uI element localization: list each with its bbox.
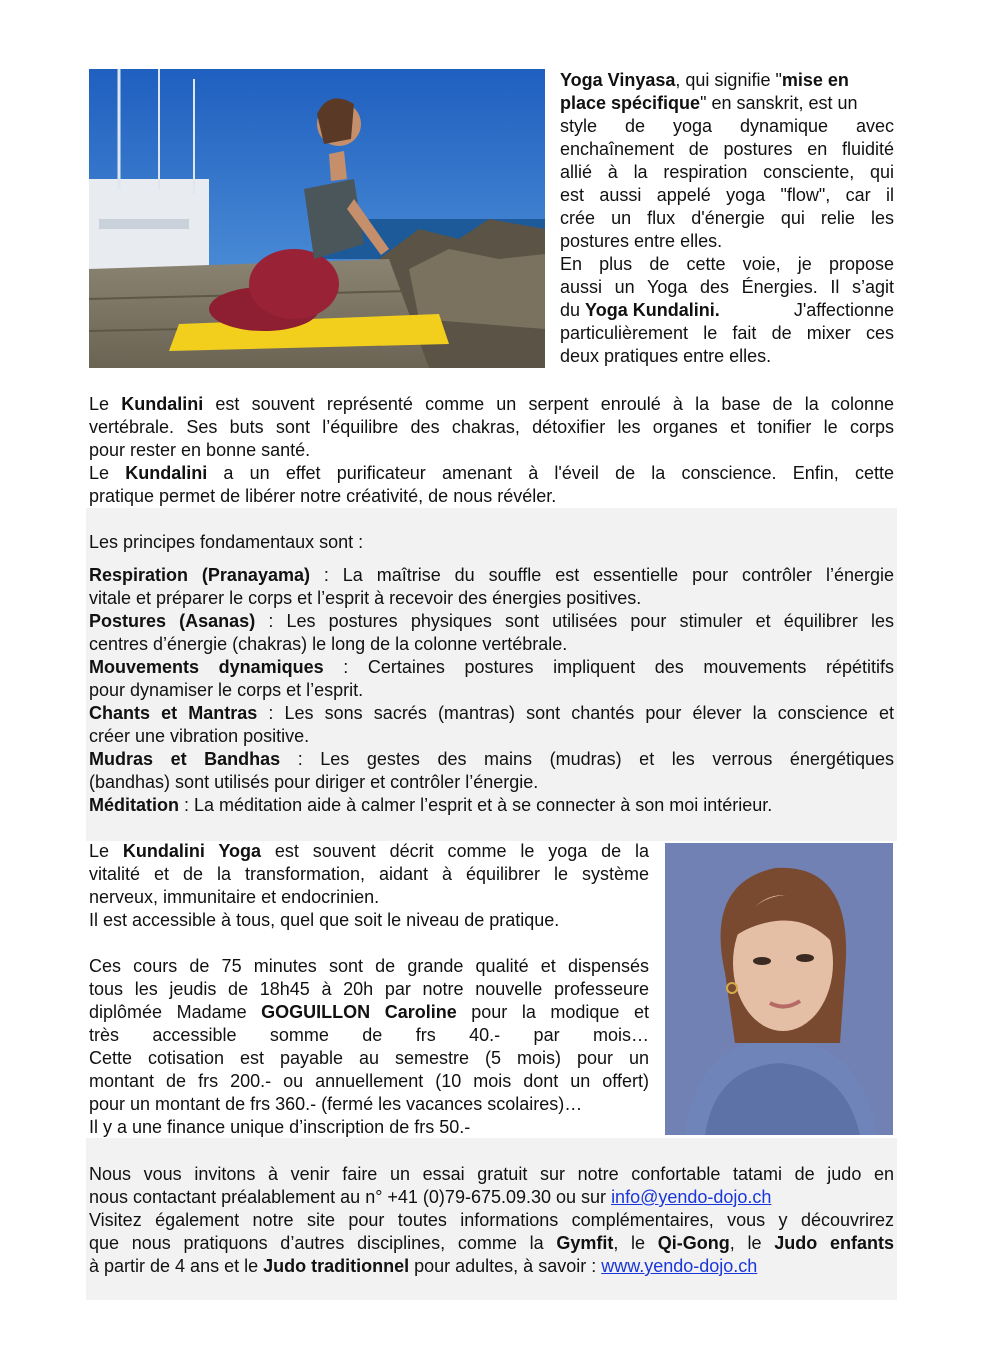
principle-item: Mouvements dynamiques : Certaines postures impliquent des mouvements répétitifs bbox=[89, 657, 894, 677]
kundalini-paragraph: Le Kundalini est souvent représenté comme un serpent enroulé à la base de la colonne vertébrale. Ses buts sont l’équilibre des chakras, détoxifier les organes et tonifier le corps pour rester en bonne santé. Le Kundalini a un effet purificateur amenant à l'éveil de la conscience. Enfin, cette pratique permet de libérer notre créativité, de nous révéler. bbox=[89, 394, 894, 506]
intro-paragraph: Yoga Vinyasa, qui signifie "mise en place spécifique" en sanskrit, est un style de yoga dynamique avec enchaînement de postures en fluidité allié à la respiration consciente, qui est aussi appelé yoga "flow", car il crée un flux d'énergie qui relie les postures entre elles. En plus de cette voie, je propose aussi un Yoga des Énergies. Il s’agit du Yoga Kundalini. J'affectionne particulièrement le fait de mixer ces deux pratiques entre elles. bbox=[560, 70, 894, 366]
email-link[interactable]: info@yendo-dojo.ch bbox=[611, 1187, 772, 1207]
website-link[interactable]: www.yendo-dojo.ch bbox=[601, 1256, 758, 1276]
principle-item: Méditation : La méditation aide à calmer l’esprit et à se connecter à son moi intérieur. bbox=[89, 795, 773, 815]
principle-item: Chants et Mantras : Les sons sacrés (mantras) sont chantés pour élever la conscience et bbox=[89, 703, 894, 723]
principle-item: Mudras et Bandhas : Les gestes des mains (mudras) et les verrous énergétiques bbox=[89, 749, 894, 769]
principle-item: Postures (Asanas) : Les postures physiques sont utilisées pour stimuler et équilibrer les bbox=[89, 611, 894, 631]
principles-heading: Les principes fondamentaux sont : bbox=[89, 532, 364, 552]
yoga-pose-photo bbox=[89, 69, 545, 368]
principles-list: Respiration (Pranayama) : La maîtrise du souffle est essentielle pour contrôler l’énergie vitale et préparer le corps et l’esprit à recevoir des énergies positives. Postures (Asanas) : Les postures physiques sont utilisées pour stimuler et équilibrer les centres d’énergie (chakras) le long de la colonne vertébrale. Mouvements dynamiques : Certaines postures impliquent des mouvements répétitifs pour dynamiser le corps et l’esprit. Chants et Mantras : Les sons sacrés (mantras) sont chantés pour élever la conscience et créer une vibration positive. Mudras et Bandhas : Les gestes des mains (mudras) et les verrous énergétiques (bandhas) sont utilisés pour diriger et contrôler l’énergie. Méditation : La méditation aide à calmer l’esprit et à se connecter à son moi intérieur. bbox=[89, 565, 894, 815]
teacher-portrait-photo bbox=[665, 843, 893, 1135]
contact-paragraph: Nous vous invitons à venir faire un essai gratuit sur notre confortable tatami de judo en nous contactant préalablement au n° +41 (0)79-675.09.30 ou sur info@yendo-dojo.ch Visitez également notre site pour toutes informations complémentaires, vous y découvrirez que nous pratiquons d’autres disciplines, comme la Gymfit, le Qi-Gong, le Judo enfants à partir de 4 ans et le Judo traditionnel pour adultes, à savoir : www.yendo-dojo.ch bbox=[89, 1164, 894, 1276]
principle-item: Respiration (Pranayama) : La maîtrise du souffle est essentielle pour contrôler l’énergie bbox=[89, 565, 894, 585]
course-description: Le Kundalini Yoga est souvent décrit comme le yoga de la vitalité et de la transformation, aidant à équilibrer le système nerveux, immunitaire et endocrinien. Il est accessible à tous, quel que soit le niveau de pratique. Ces cours de 75 minutes sont de grande qualité et dispensés tous les jeudis de 18h45 à 20h par notre nouvelle professeure diplômée Madame GOGUILLON Caroline pour la modique et très accessible somme de frs 40.- par mois… Cette cotisation est payable au semestre (5 mois) pour un montant de frs 200.- ou annuellement (10 mois dont un offert) pour un montant de frs 360.- (fermé les vacances scolaires)… Il y a une finance unique d’inscription de frs 50.- bbox=[89, 841, 649, 1137]
